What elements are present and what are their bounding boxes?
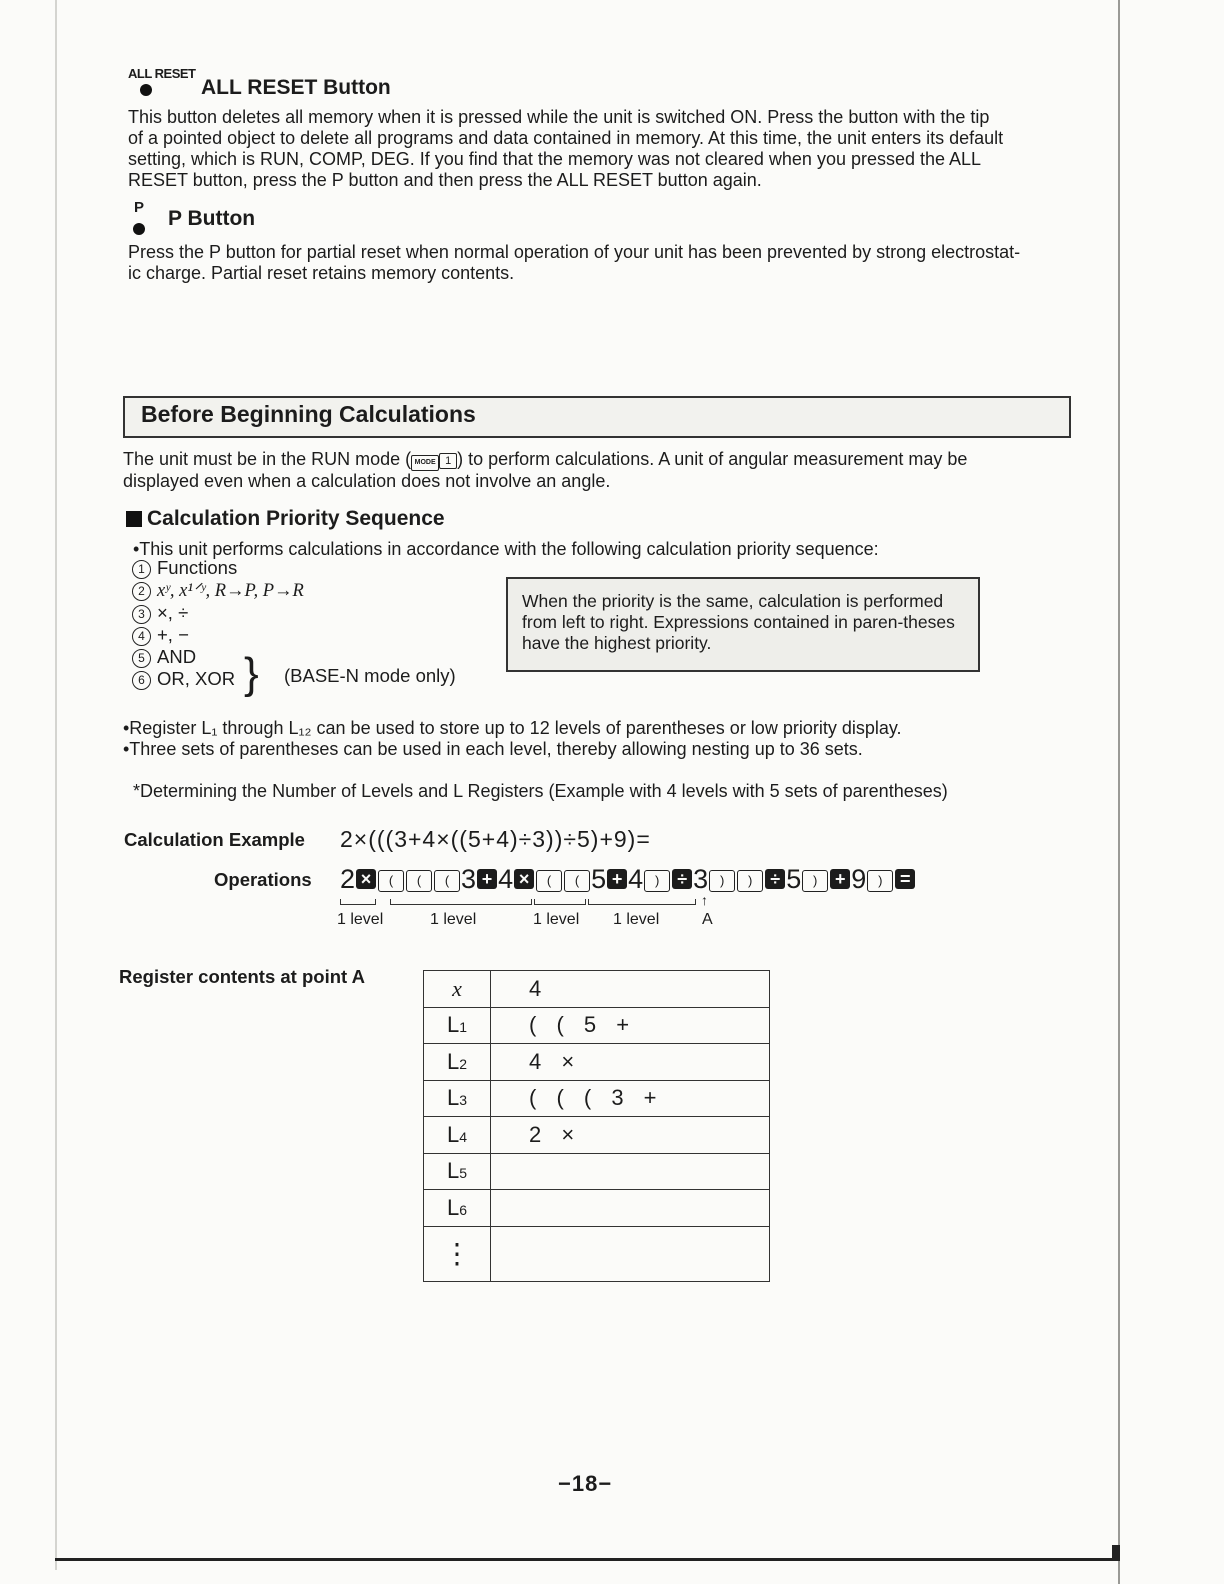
register-content: 2 × (491, 1117, 770, 1154)
determining-note: *Determining the Number of Levels and L Registers (Example with 4 levels with 5 sets of parentheses) (133, 781, 948, 801)
page-number: −18− (558, 1471, 613, 1496)
digit-3: 3 (693, 864, 709, 894)
register-name (424, 1080, 491, 1117)
digit-3: 3 (461, 864, 477, 894)
circled-number: 6 (132, 671, 151, 690)
text-line: •Register L₁ through L₁₂ can be used to store up to 12 levels of parentheses or low priority display. (123, 718, 902, 738)
register-symbol: L (446, 1121, 460, 1147)
list-item-text: +, − (157, 624, 189, 645)
all-reset-heading: ALL RESET Button (201, 76, 391, 99)
circled-number: 4 (132, 627, 151, 646)
register-index: 2 (459, 1055, 468, 1072)
ellipsis-icon: ⋮ (443, 1238, 471, 1269)
level-label: 1 level (337, 911, 384, 928)
level-label: 1 level (613, 911, 660, 928)
register-content: ( ( 5 + (491, 1007, 770, 1044)
circled-number: 2 (132, 582, 151, 601)
register-notes (123, 718, 1103, 760)
table-row (424, 1153, 770, 1190)
all-reset-small-label: ALL RESET (128, 66, 196, 81)
close-paren-key-icon: ) (867, 870, 893, 892)
level-underbrace (588, 899, 696, 905)
operations-key-sequence (340, 864, 916, 895)
register-symbol: L (446, 1085, 460, 1111)
register-table (423, 970, 770, 1282)
table-row (424, 971, 770, 1008)
digit-2: 2 (340, 864, 356, 894)
brace-icon: } (244, 649, 259, 698)
page-corner-mark (1112, 1545, 1120, 1561)
section-intro (123, 449, 1083, 492)
p-small-label: P (134, 199, 144, 216)
table-row (424, 1190, 770, 1227)
up-arrow-icon: ↑ (701, 892, 708, 908)
multiply-key-icon: × (356, 869, 376, 889)
open-paren-key-icon: ( (378, 870, 404, 892)
list-item (132, 668, 304, 690)
register-name (424, 1117, 491, 1154)
plus-key-icon: + (477, 869, 497, 889)
text-line: displayed even when a calculation does not involve an angle. (123, 471, 611, 491)
open-paren-key-icon: ( (564, 870, 590, 892)
p-button-heading: P Button (168, 207, 256, 230)
register-symbol: L (446, 1012, 460, 1038)
digit-4: 4 (498, 864, 514, 894)
equals-key-icon: = (895, 869, 915, 889)
page-right-edge (1118, 0, 1120, 1584)
register-name (424, 971, 491, 1008)
text-line: setting, which is RUN, COMP, DEG. If you find that the memory was not cleared when you pressed the ALL (128, 149, 982, 169)
register-content (491, 1226, 770, 1281)
level-underbrace (390, 899, 532, 905)
list-item-text: ×, ÷ (157, 602, 189, 623)
text-line: ic charge. Partial reset retains memory contents. (128, 263, 515, 283)
list-item (132, 602, 304, 624)
digit-4: 4 (628, 864, 644, 894)
section-title: Before Beginning Calculations (141, 401, 476, 427)
circled-number: 5 (132, 649, 151, 668)
text-line: •Three sets of parentheses can be used in each level, thereby allowing nesting up to 36 sets. (123, 739, 863, 759)
register-index: 4 (459, 1128, 468, 1145)
text-line: Press the P button for partial reset when normal operation of your unit has been prevented by strong electrostat- (128, 242, 1021, 262)
text-line: of a pointed object to delete all programs and data contained in memory. At this time, the unit enters its default (128, 128, 1004, 148)
level-label: 1 level (533, 911, 580, 928)
plus-key-icon: + (830, 869, 850, 889)
level-underbrace (340, 899, 376, 905)
open-paren-key-icon: ( (406, 870, 432, 892)
digit-5: 5 (591, 864, 607, 894)
close-paren-key-icon: ) (644, 870, 670, 892)
list-item (132, 579, 304, 602)
circled-number: 3 (132, 605, 151, 624)
register-name (424, 1007, 491, 1044)
priority-note-box (506, 577, 980, 672)
open-paren-key-icon: ( (536, 870, 562, 892)
plus-key-icon: + (607, 869, 627, 889)
digit-9: 9 (851, 864, 867, 894)
table-row (424, 1226, 770, 1281)
register-content: ( ( ( 3 + (491, 1080, 770, 1117)
list-item-text: AND (157, 646, 197, 667)
list-item (132, 557, 304, 579)
bullet-dot-icon (133, 223, 145, 235)
list-item (132, 624, 304, 646)
register-name (424, 1153, 491, 1190)
list-item-text: xʸ, x¹ᐟʸ, R→P, P→R (157, 581, 304, 601)
one-key-icon: 1 (439, 453, 457, 469)
point-a-label: A (702, 911, 713, 928)
divide-key-icon: ÷ (765, 869, 785, 889)
text-line: This button deletes all memory when it is pressed while the unit is switched ON. Press the button with the tip (128, 107, 990, 127)
list-item-text: OR, XOR (157, 668, 236, 689)
text-line (123, 449, 1083, 471)
register-index: 5 (459, 1165, 468, 1182)
close-paren-key-icon: ) (802, 870, 828, 892)
priority-intro: •This unit performs calculations in accordance with the following calculation priority sequence: (133, 539, 879, 559)
close-paren-key-icon: ) (737, 870, 763, 892)
section-banner (123, 396, 1071, 438)
register-table-label: Register contents at point A (119, 966, 366, 987)
priority-heading: Calculation Priority Sequence (147, 507, 445, 530)
mode-key-icon: MODE (411, 455, 439, 471)
text-line: RESET button, press the P button and then press the ALL RESET button again. (128, 170, 762, 190)
register-index: 1 (459, 1019, 468, 1036)
intro-text-a: The unit must be in the RUN mode ( (123, 449, 412, 469)
table-row (424, 1007, 770, 1044)
all-reset-paragraph (128, 107, 1088, 191)
base-n-note: (BASE-N mode only) (284, 665, 456, 686)
list-item (132, 646, 304, 668)
table-row (424, 1080, 770, 1117)
level-label: 1 level (430, 911, 477, 928)
close-paren-key-icon: ) (709, 870, 735, 892)
example-expression: 2×(((3+4×((5+4)÷3))÷5)+9)= (340, 826, 651, 852)
note-text: When the priority is the same, calculation is performed from left to right. Expressions contained in paren-theses have the highest priority. (522, 591, 955, 653)
list-item-text: Functions (157, 557, 238, 578)
digit-5: 5 (786, 864, 802, 894)
register-name (424, 1226, 491, 1281)
table-row (424, 1117, 770, 1154)
example-label: Calculation Example (124, 829, 305, 850)
register-content (491, 1153, 770, 1190)
register-symbol: L (446, 1194, 460, 1220)
bullet-dot-icon (140, 84, 152, 96)
register-symbol: x (452, 975, 462, 1001)
register-symbol: L (446, 1158, 460, 1184)
p-button-paragraph (128, 242, 1088, 284)
register-content: 4 × (491, 1044, 770, 1081)
page-left-edge (55, 0, 57, 1570)
priority-list (132, 557, 304, 690)
level-underbrace (534, 899, 586, 905)
square-bullet-icon (126, 511, 142, 527)
register-symbol: L (446, 1048, 460, 1074)
circled-number: 1 (132, 560, 151, 579)
register-content (491, 1190, 770, 1227)
register-name (424, 1044, 491, 1081)
multiply-key-icon: × (514, 869, 534, 889)
register-index: 6 (459, 1201, 468, 1218)
intro-text-b: ) to perform calculations. A unit of angular measurement may be (457, 449, 968, 469)
divide-key-icon: ÷ (672, 869, 692, 889)
register-name (424, 1190, 491, 1227)
register-index: 3 (459, 1092, 468, 1109)
operations-label: Operations (214, 869, 312, 890)
register-content: 4 (491, 971, 770, 1008)
open-paren-key-icon: ( (434, 870, 460, 892)
page-bottom-rule (55, 1558, 1115, 1561)
table-row (424, 1044, 770, 1081)
